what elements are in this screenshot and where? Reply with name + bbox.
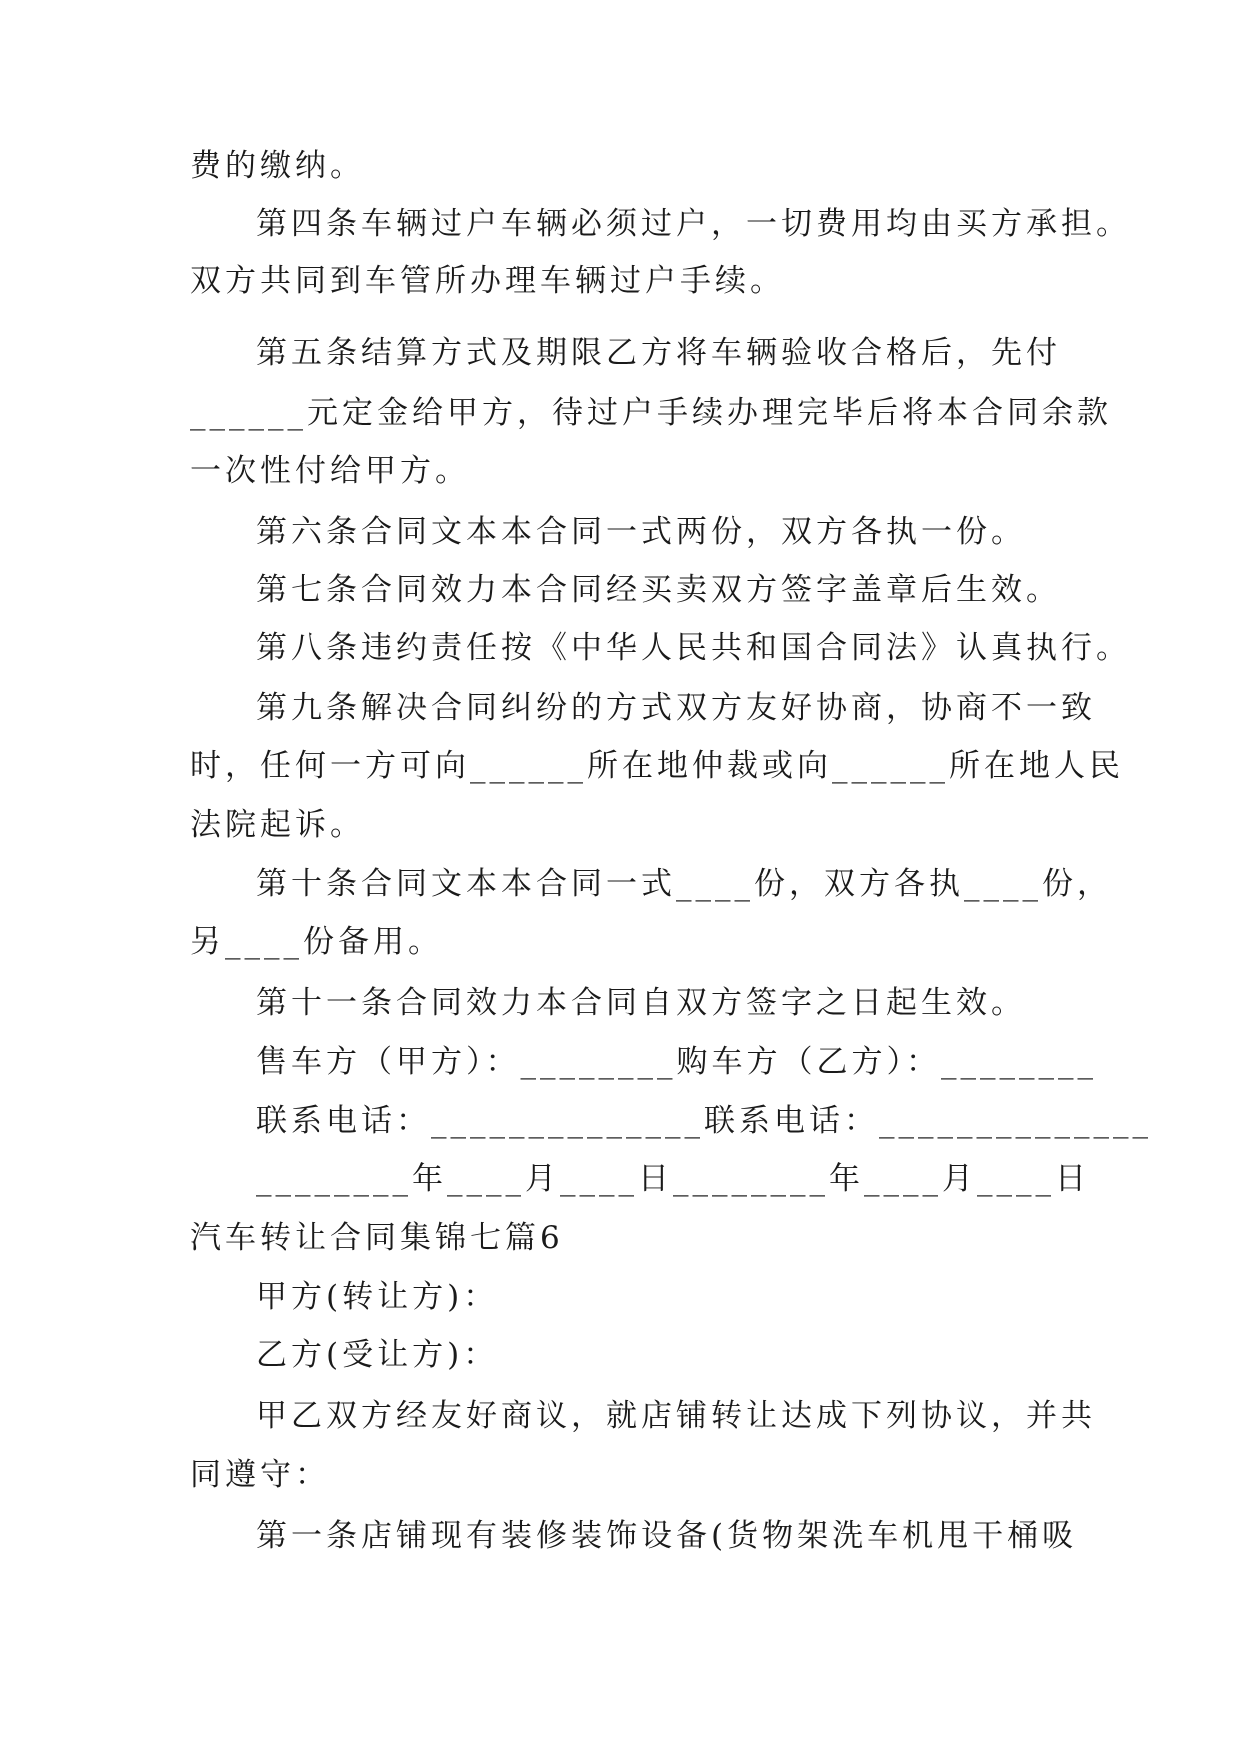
text-line: 联系电话：______________联系电话：______________	[256, 1103, 1152, 1139]
text-line: 售车方（甲方）：________购车方（乙方）：________	[256, 1044, 1097, 1080]
text-line: 一次性付给甲方。	[190, 453, 470, 489]
text-line: ________年____月____日________年____月____日	[256, 1161, 1090, 1197]
text-line: 第五条结算方式及期限乙方将车辆验收合格后，先付	[256, 335, 1061, 371]
text-line: 第六条合同文本本合同一式两份，双方各执一份。	[256, 514, 1026, 550]
text-line: 第十条合同文本本合同一式____份，双方各执____份，	[256, 866, 1112, 902]
text-line: 另____份备用。	[190, 924, 443, 960]
text-line: 甲方(转让方)：	[256, 1279, 499, 1315]
section-heading: 汽车转让合同集锦七篇6	[190, 1220, 564, 1256]
text-line: 第七条合同效力本合同经买卖双方签字盖章后生效。	[256, 572, 1061, 608]
text-line: 第四条车辆过户车辆必须过户，一切费用均由买方承担。	[256, 206, 1131, 242]
text-line: 甲乙双方经友好商议，就店铺转让达成下列协议，并共	[256, 1398, 1096, 1434]
text-line: 第九条解决合同纠纷的方式双方友好协商，协商不一致	[256, 690, 1096, 726]
text-line: 时，任何一方可向______所在地仲裁或向______所在地人民	[190, 748, 1124, 784]
text-line: 双方共同到车管所办理车辆过户手续。	[190, 263, 785, 299]
text-line: 第一条店铺现有装修装饰设备(货物架洗车机甩干桶吸	[256, 1518, 1078, 1554]
text-line: 费的缴纳。	[190, 148, 365, 184]
text-line: 第十一条合同效力本合同自双方签字之日起生效。	[256, 985, 1026, 1021]
text-line: 同遵守：	[190, 1457, 330, 1493]
text-line: 乙方(受让方)：	[256, 1337, 499, 1373]
text-line: 法院起诉。	[190, 807, 365, 843]
text-line: 第八条违约责任按《中华人民共和国合同法》认真执行。	[256, 630, 1131, 666]
text-line: ______元定金给甲方，待过户手续办理完毕后将本合同余款	[190, 395, 1112, 431]
